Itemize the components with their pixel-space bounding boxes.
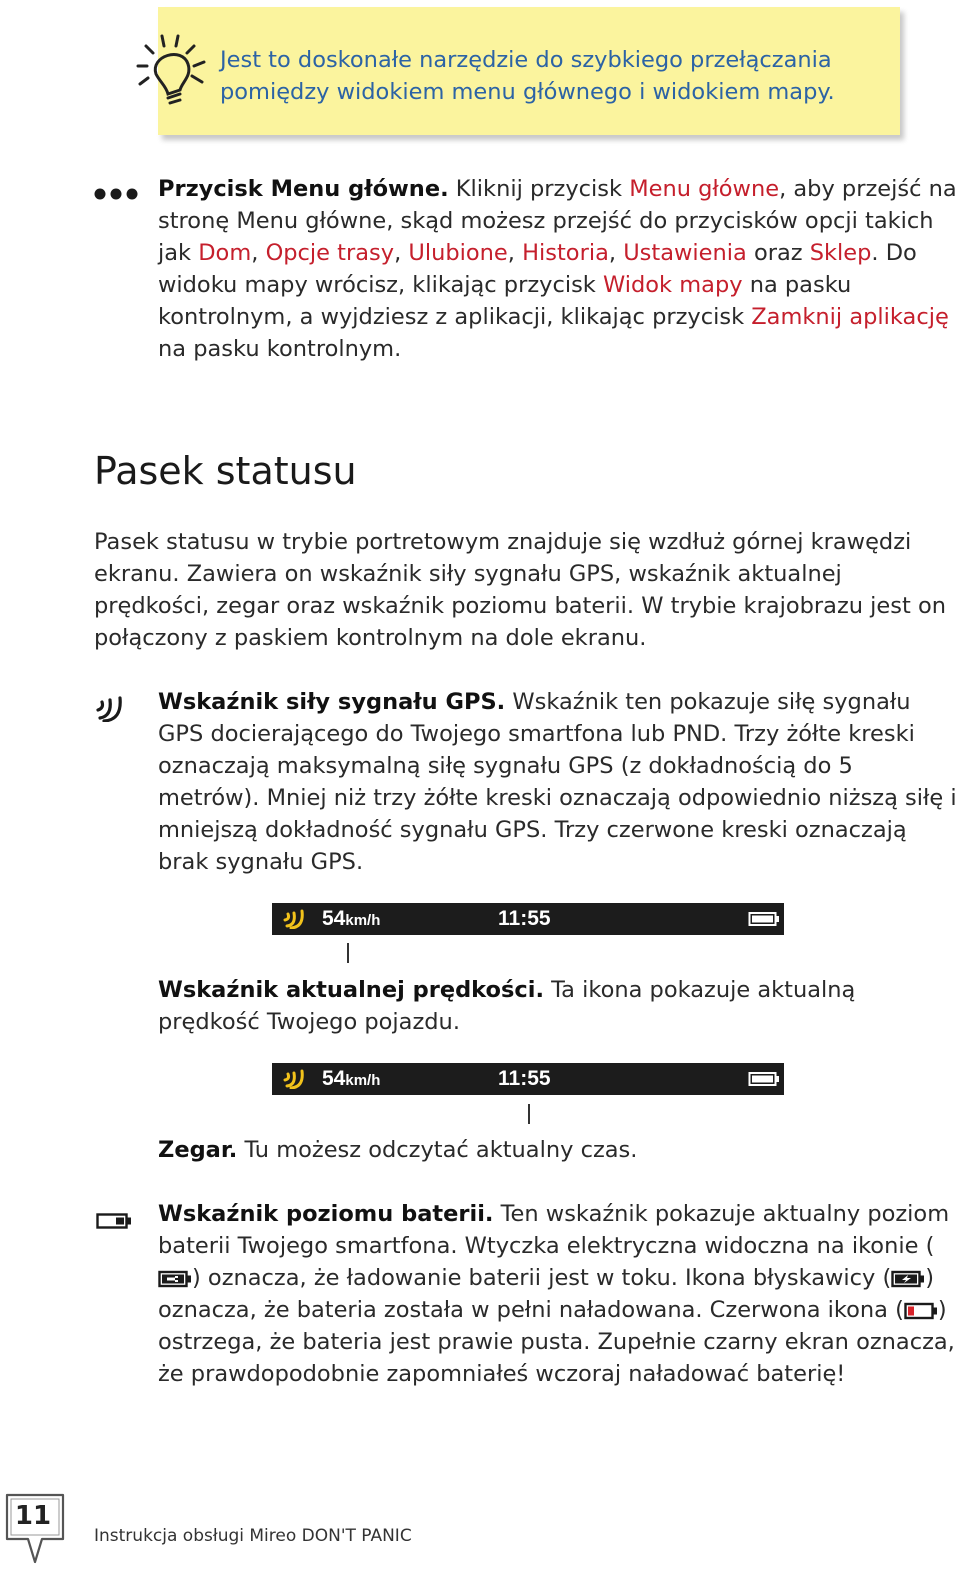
menu-text: . Do widoku mapy wrócisz, klikając przycisk bbox=[158, 240, 917, 298]
speed-title: Wskaźnik aktualnej prędkości. bbox=[158, 977, 544, 1003]
battery-lightning-icon bbox=[891, 1270, 925, 1288]
clock-readout: 11:55 bbox=[498, 907, 551, 930]
tip-text: Jest to doskonałe narzędzie do szybkiego przełączania pomiędzy widokiem menu głównego i widokiem mapy. bbox=[220, 47, 835, 105]
clock-paragraph bbox=[158, 1134, 958, 1166]
menu-text: oraz bbox=[746, 240, 810, 266]
history-link[interactable]: Historia bbox=[522, 240, 609, 266]
battery-title: Wskaźnik poziomu baterii. bbox=[158, 1201, 494, 1227]
status-bar-example-1 bbox=[272, 903, 784, 935]
menu-text: Kliknij przycisk bbox=[448, 176, 630, 202]
footer-text: Instrukcja obsługi Mireo DON'T PANIC bbox=[94, 1526, 412, 1546]
speed-paragraph bbox=[158, 974, 958, 1038]
route-options-link[interactable]: Opcje trasy bbox=[265, 240, 395, 266]
battery-full-icon bbox=[748, 911, 780, 927]
more-dots-icon bbox=[94, 186, 142, 202]
separator: , bbox=[608, 240, 624, 266]
speed-text: Ta ikona pokazuje aktualną prędkość Twojego pojazdu. bbox=[158, 977, 856, 1035]
settings-link[interactable]: Ustawienia bbox=[623, 240, 747, 266]
speed-value: 54 bbox=[322, 907, 346, 930]
battery-text: ) oznacza, że bateria została w pełni naładowana. Czerwona ikona ( bbox=[158, 1265, 935, 1323]
close-app-link[interactable]: Zamknij aplikację bbox=[751, 304, 949, 330]
menu-main-link[interactable]: Menu główne bbox=[629, 176, 780, 202]
separator: , bbox=[507, 240, 523, 266]
menu-paragraph bbox=[158, 173, 958, 365]
clock-title: Zegar. bbox=[158, 1137, 238, 1163]
clock-readout: 11:55 bbox=[498, 1067, 551, 1090]
menu-title: Przycisk Menu główne. bbox=[158, 176, 449, 202]
battery-paragraph bbox=[158, 1198, 958, 1390]
battery-text: ) ostrzega, że bateria jest prawie pusta. Zupełnie czarny ekran oznacza, że prawdopodobnie zapomniałeś wczoraj naładować baterię! bbox=[158, 1297, 955, 1387]
gps-title: Wskaźnik siły sygnału GPS. bbox=[158, 689, 506, 715]
section-heading: Pasek statusu bbox=[94, 449, 357, 493]
gps-paragraph bbox=[158, 686, 958, 878]
gps-signal-icon bbox=[282, 909, 306, 929]
separator: , bbox=[251, 240, 266, 266]
favorites-link[interactable]: Ulubione bbox=[408, 240, 508, 266]
speed-readout bbox=[322, 905, 380, 935]
gps-signal-icon bbox=[94, 694, 126, 722]
clock-text: Tu możesz odczytać aktualny czas. bbox=[237, 1137, 638, 1163]
status-bar-example-2 bbox=[272, 1063, 784, 1095]
menu-text: na pasku kontrolnym, a wyjdziesz z aplikacji, klikając przycisk bbox=[158, 272, 852, 330]
gps-signal-icon bbox=[282, 1069, 306, 1089]
speed-value: 54 bbox=[322, 1067, 346, 1090]
speed-unit: km/h bbox=[345, 912, 381, 929]
battery-text: ) oznacza, że ładowanie baterii jest w toku. Ikona błyskawicy ( bbox=[192, 1265, 892, 1291]
clock-pointer bbox=[528, 1104, 530, 1124]
battery-low-icon bbox=[904, 1302, 938, 1320]
menu-text: , aby przejść na stronę Menu główne, skąd możesz przejść do przycisków opcji takich jak bbox=[158, 176, 957, 266]
map-view-link[interactable]: Widok mapy bbox=[603, 272, 743, 298]
speed-unit: km/h bbox=[345, 1072, 381, 1089]
speed-readout bbox=[322, 1065, 380, 1095]
lightbulb-icon bbox=[134, 32, 208, 110]
menu-text: na pasku kontrolnym. bbox=[158, 336, 402, 362]
battery-icon bbox=[96, 1213, 132, 1229]
battery-full-icon bbox=[748, 1071, 780, 1087]
status-intro: Pasek statusu w trybie portretowym znajduje się wzdłuż górnej krawędzi ekranu. Zawiera on wskaźnik siły sygnału GPS, wskaźnik aktualnej prędkości, zegar oraz wskaźnik poziomu baterii. W trybie krajobrazu jest on połączony z paskiem kontrolnym na dole ekranu. bbox=[94, 529, 947, 651]
battery-charging-plug-icon bbox=[158, 1270, 192, 1288]
battery-text: Ten wskaźnik pokazuje aktualny poziom baterii Twojego smartfona. Wtyczka elektryczna widoczna na ikonie ( bbox=[158, 1201, 950, 1259]
shop-link[interactable]: Sklep bbox=[809, 240, 872, 266]
speed-pointer bbox=[347, 943, 349, 963]
page-number: 11 bbox=[14, 1501, 52, 1531]
home-link[interactable]: Dom bbox=[198, 240, 252, 266]
gps-text: Wskaźnik ten pokazuje siłę sygnału GPS docierającego do Twojego smartfona lub PND. Trzy żółte kreski oznaczają maksymalną siłę sygnału GPS (z dokładnością do 5 metrów). Mniej niż trzy żółte kreski oznaczają odpowiednio niższą siłę i mniejszą dokładność sygnału GPS. Trzy czerwone kreski oznaczają brak sygnału GPS. bbox=[158, 689, 957, 875]
separator: , bbox=[394, 240, 409, 266]
